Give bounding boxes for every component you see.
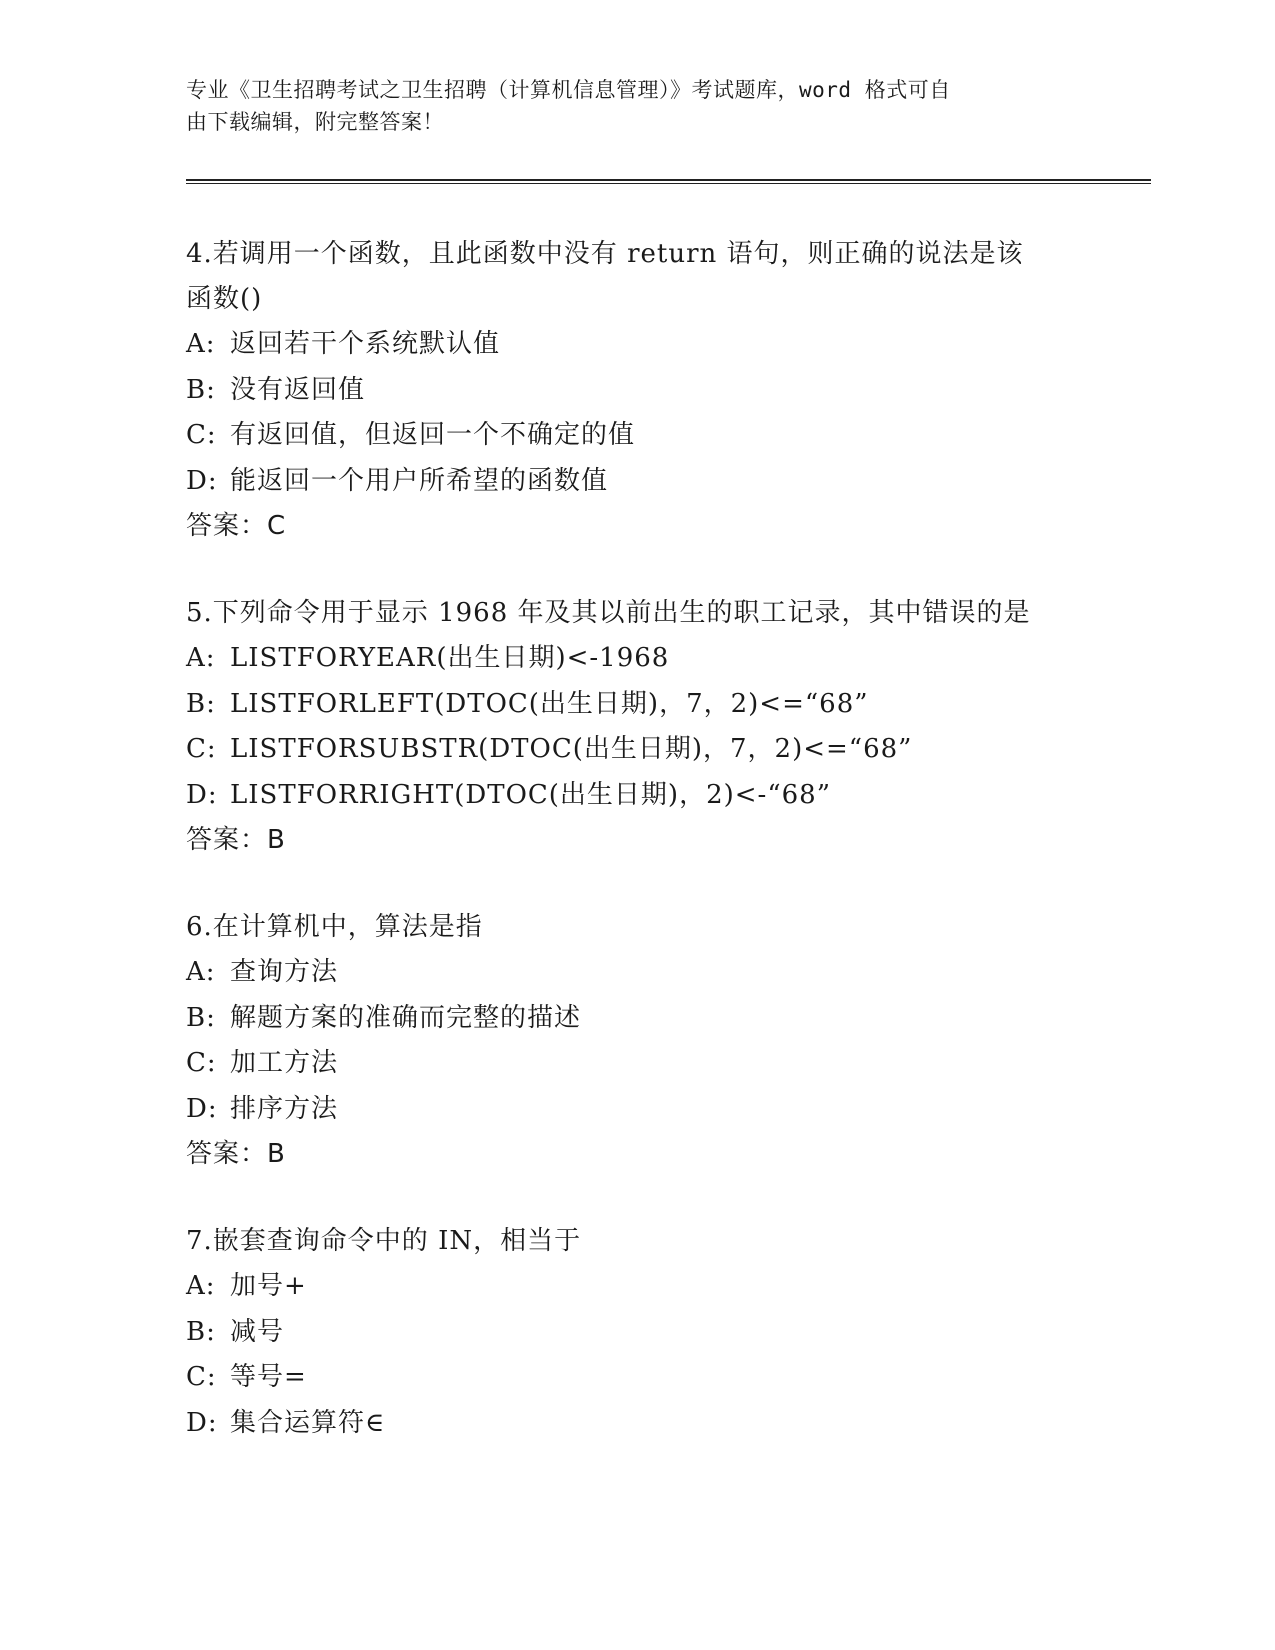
option-b <box>186 996 1086 1042</box>
option-key: B: <box>186 688 216 719</box>
option-key: A: <box>186 1271 216 1301</box>
option-c <box>186 1355 1086 1401</box>
question-stem-line-1: 5.下列命令用于显示 1968 年及其以前出生的职工记录，其中错误的是 <box>186 598 1031 628</box>
option-key: C: <box>186 420 217 450</box>
option-text: LISTFORRIGHT(DTOC(出生日期)，2)<-“68” <box>230 779 832 810</box>
option-key: C: <box>186 734 217 764</box>
question-7 <box>186 1219 1086 1446</box>
option-b <box>186 1310 1086 1356</box>
question-stem <box>186 232 1086 322</box>
option-key: D: <box>186 779 218 810</box>
option-key: C: <box>186 1048 217 1078</box>
option-text: 查询方法 <box>230 957 339 987</box>
question-stem <box>186 591 1086 636</box>
option-key: D: <box>186 1407 218 1438</box>
option-b <box>186 682 1086 728</box>
option-key: A: <box>186 329 216 359</box>
option-text: 加工方法 <box>230 1048 339 1078</box>
option-text: LISTFORYEAR(出生日期)<-1968 <box>230 643 670 673</box>
option-text: 有返回值，但返回一个不确定的值 <box>230 420 636 450</box>
option-key: D: <box>186 465 218 496</box>
question-stem-line-1: 6.在计算机中，算法是指 <box>186 912 483 942</box>
option-text: 排序方法 <box>230 1093 339 1124</box>
answer-label: 答案：C <box>186 511 287 541</box>
header-line-1: 专业《卫生招聘考试之卫生招聘（计算机信息管理）》考试题库，word 格式可自 <box>186 78 951 102</box>
option-key: A: <box>186 643 216 673</box>
question-stem <box>186 905 1086 950</box>
document-header <box>186 74 1066 138</box>
question-6 <box>186 905 1086 1177</box>
question-stem-line-1: 4.若调用一个函数，且此函数中没有 return 语句，则正确的说法是该 <box>186 239 1024 269</box>
question-4 <box>186 232 1086 549</box>
option-text: LISTFORLEFT(DTOC(出生日期)，7，2)<=“68” <box>230 688 869 719</box>
option-key: B: <box>186 1316 216 1347</box>
option-text: 加号+ <box>230 1271 307 1301</box>
option-b <box>186 368 1086 414</box>
header-divider-bottom <box>186 183 1151 184</box>
option-text: 减号 <box>230 1316 285 1347</box>
option-c <box>186 727 1086 773</box>
option-a <box>186 950 1086 996</box>
option-key: A: <box>186 957 216 987</box>
answer-label: 答案：B <box>186 1139 286 1169</box>
question-stem-line-1: 7.嵌套查询命令中的 IN，相当于 <box>186 1226 582 1256</box>
option-key: D: <box>186 1093 218 1124</box>
option-text: LISTFORSUBSTR(DTOC(出生日期)，7，2)<=“68” <box>230 734 913 764</box>
option-text: 解题方案的准确而完整的描述 <box>230 1002 582 1033</box>
question-stem-line-2: 函数() <box>186 284 263 314</box>
option-a <box>186 1264 1086 1310</box>
question-5 <box>186 591 1086 863</box>
option-text: 返回若干个系统默认值 <box>230 329 501 359</box>
option-d <box>186 1401 1086 1447</box>
option-a <box>186 636 1086 682</box>
option-text: 能返回一个用户所希望的函数值 <box>230 465 609 496</box>
header-divider-top <box>186 179 1151 181</box>
option-text: 等号= <box>230 1362 307 1392</box>
option-a <box>186 322 1086 368</box>
header-line-2: 由下载编辑，附完整答案！ <box>186 110 444 134</box>
option-c <box>186 413 1086 459</box>
option-d <box>186 459 1086 505</box>
option-d <box>186 1087 1086 1133</box>
option-d <box>186 773 1086 819</box>
option-text: 集合运算符∈ <box>230 1407 386 1438</box>
option-key: C: <box>186 1362 217 1392</box>
option-key: B: <box>186 1002 216 1033</box>
option-c <box>186 1041 1086 1087</box>
question-list <box>186 232 1086 1488</box>
option-text: 没有返回值 <box>230 374 366 405</box>
question-stem <box>186 1219 1086 1264</box>
answer-label: 答案：B <box>186 825 286 855</box>
option-key: B: <box>186 374 216 405</box>
